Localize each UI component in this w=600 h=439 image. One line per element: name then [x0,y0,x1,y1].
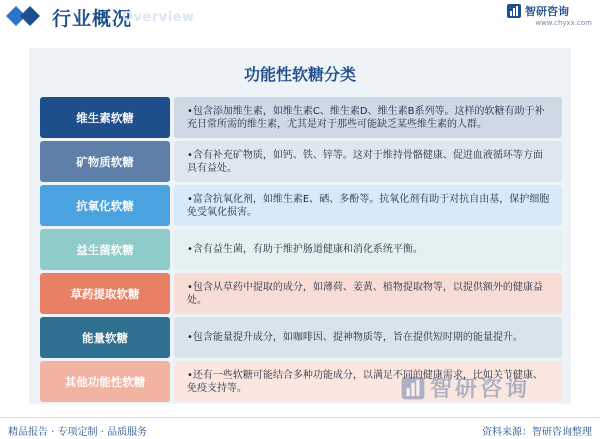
logo-icon [506,3,522,19]
category-label: 矿物质软糖 [40,141,170,182]
footer [0,411,600,439]
category-description: •含有补充矿物质，如钙、铁、锌等。这对于维持骨骼健康、促进血液循环等方面具有益处。 [174,141,562,182]
section-title: 行业概况 [52,8,133,30]
category-row [40,317,562,358]
panel-title: 功能性软糖分类 [243,65,356,84]
category-description: •包含添加维生素，如维生素C、维生素D、维生素B系列等。这样的软糖有助于补充日常所需的维生素，尤其是对于那些可能缺乏某些维生素的人群。 [174,97,562,138]
double-chevron-icon [6,6,46,26]
site-url: www.chyxx.com [535,19,592,27]
watermark-logo-icon [400,375,426,401]
classification-panel [29,48,571,404]
category-label: 抗氧化软糖 [40,185,170,226]
footer-divider [0,417,600,418]
category-row [40,273,562,314]
brand-logo [506,3,569,19]
brand-watermark [400,372,530,403]
category-label: 能量软糖 [40,317,170,358]
watermark-text: 智研咨询 [430,377,531,402]
category-description: •包含从草药中提取的成分，如薄荷、姜黄、植物提取物等，以提供额外的健康益处。 [174,273,562,314]
category-label: 益生菌软糖 [40,229,170,270]
category-description: •含有益生菌，有助于维护肠道健康和消化系统平衡。 [174,229,562,270]
footer-slogan: 精品报告 · 专项定制 · 品质服务 [8,427,148,438]
category-label: 草药提取软糖 [40,273,170,314]
category-description: •包含能量提升成分，如咖啡因、提神物质等，旨在提供短时期的能量提升。 [174,317,562,358]
category-description: •富含抗氧化剂，如维生素E、硒、多酚等。抗氧化剂有助于对抗自由基，保护细胞免受氧化损害。 [174,185,562,226]
header [0,0,600,30]
footer-source: 资料来源：智研咨询整理 [482,427,592,438]
category-row [40,229,562,270]
category-row [40,141,562,182]
logo-text: 智研咨询 [525,5,569,18]
category-row [40,97,562,138]
section-watermark: Overview [122,10,195,25]
category-label: 维生素软糖 [40,97,170,138]
category-description: •还有一些软糖可能结合多种功能成分，以满足不同的健康需求，比如关节健康、免疫支持等。 [174,361,562,402]
category-row [40,185,562,226]
category-label: 其他功能性软糖 [40,361,170,402]
